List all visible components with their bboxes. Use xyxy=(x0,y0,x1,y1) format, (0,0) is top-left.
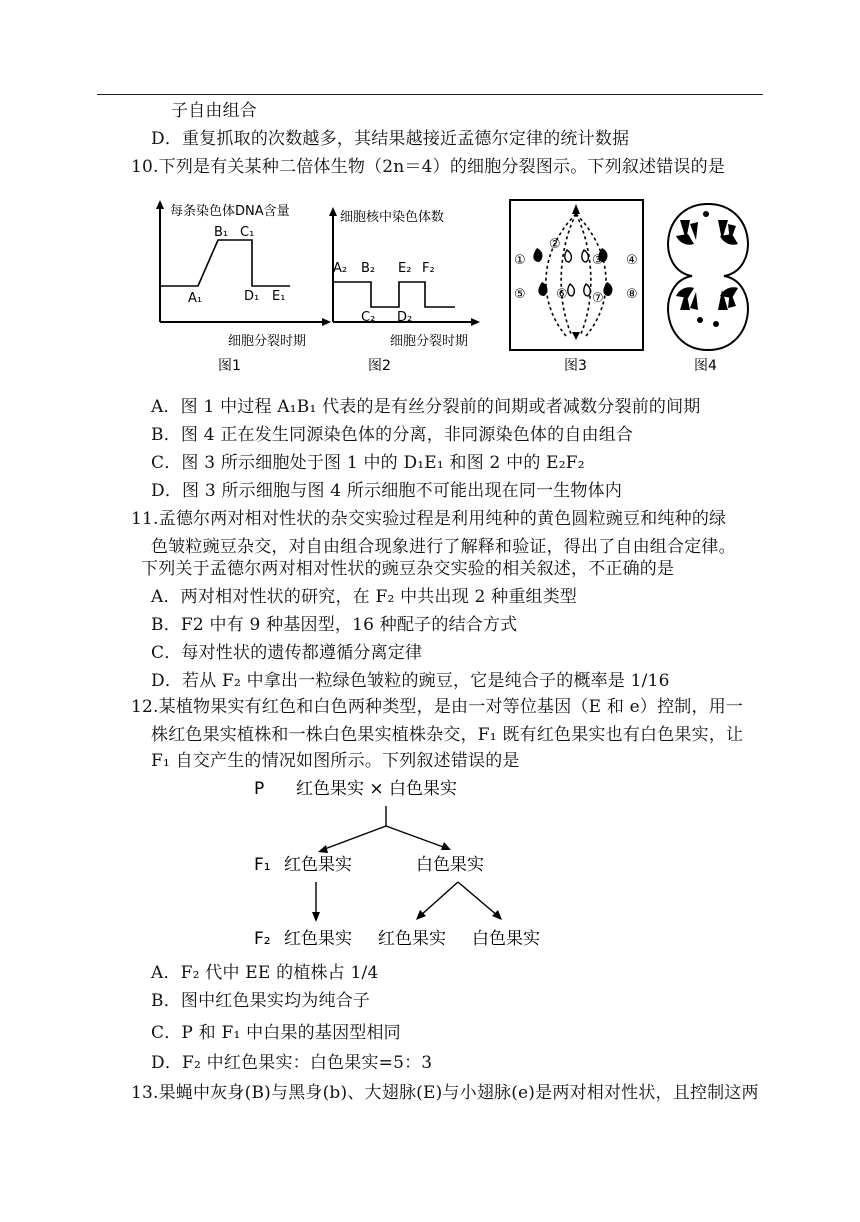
figure-3-cell xyxy=(510,200,643,374)
question-12-stem-2: 株红色果实植株和一株白色果实植株杂交，F₁ 既有红色果实也有白色果实，让 xyxy=(151,725,744,745)
cross-f1-red: 红色果实 xyxy=(284,855,352,875)
figure-2-graph xyxy=(329,207,480,374)
q12-option-d: D．F₂ 中红色果实：白色果实=5：3 xyxy=(151,1053,433,1073)
figure-3-label-2: ② xyxy=(549,237,561,252)
figure-3-label-5: ⑤ xyxy=(514,287,526,302)
cross-f2-red-2: 红色果实 xyxy=(378,929,446,949)
cross-p-text: 红色果实 × 白色果实 xyxy=(296,779,458,799)
figure-1-point-e1: E₁ xyxy=(272,289,286,304)
cross-f2-white: 白色果实 xyxy=(472,929,540,949)
q10-option-c: C．图 3 所示细胞处于图 1 中的 D₁E₁ 和图 2 中的 E₂F₂ xyxy=(151,453,585,473)
cross-p-label: P xyxy=(254,779,265,799)
cross-f2-red-1: 红色果实 xyxy=(284,929,352,949)
figure-1-xlabel: 细胞分裂时期 xyxy=(228,334,307,349)
figure-4-caption: 图4 xyxy=(694,358,717,374)
figure-3-label-1: ① xyxy=(514,253,526,268)
q10-option-b: B．图 4 正在发生同源染色体的分离，非同源染色体的自由组合 xyxy=(151,425,634,445)
figures-row xyxy=(140,190,760,380)
q11-option-d: D．若从 F₂ 中拿出一粒绿色皱粒的豌豆，它是纯合子的概率是 1/16 xyxy=(151,671,670,691)
question-12-stem-3: F₁ 自交产生的情况如图所示。下列叙述错误的是 xyxy=(151,751,520,771)
header-rule xyxy=(97,94,763,95)
text-line: 子自由组合 xyxy=(171,101,257,121)
question-12-stem-1: 12.某植物果实有红色和白色两种类型，是由一对等位基因（E 和 e）控制，用一 xyxy=(131,697,744,717)
cross-f1-white: 白色果实 xyxy=(416,855,484,875)
figure-2-xlabel: 细胞分裂时期 xyxy=(390,334,469,349)
figure-2-point-f2: F₂ xyxy=(422,261,435,276)
q11-option-b: B．F2 中有 9 种基因型，16 种配子的结合方式 xyxy=(151,615,518,635)
figure-1-graph xyxy=(156,200,331,374)
figure-2-caption: 图2 xyxy=(368,358,391,374)
q12-option-b: B．图中红色果实均为纯合子 xyxy=(151,991,371,1011)
question-11-stem-2: 色皱粒豌豆杂交，对自由组合现象进行了解释和验证，得出了自由组合定律。 xyxy=(151,537,736,557)
figure-3-label-7: ⑦ xyxy=(592,291,604,306)
q12-option-c: C．P 和 F₁ 中白果的基因型相同 xyxy=(151,1023,401,1043)
figure-2-point-d2: D₂ xyxy=(397,310,413,325)
figure-2-point-b2: B₂ xyxy=(361,261,376,276)
figure-4-cell xyxy=(668,204,748,374)
figure-1-point-b1: B₁ xyxy=(214,225,229,240)
cross-f1-label: F₁ xyxy=(254,855,271,875)
figure-1-point-d1: D₁ xyxy=(244,289,260,304)
question-13-stem: 13.果蝇中灰身(B)与黑身(b)、大翅脉(E)与小翅脉(e)是两对相对性状，且控制这两 xyxy=(131,1083,759,1103)
q12-option-a: A．F₂ 代中 EE 的植株占 1/4 xyxy=(151,963,379,983)
figure-2-ylabel: 细胞核中染色体数 xyxy=(340,210,445,225)
option-d: D．重复抓取的次数越多，其结果越接近孟德尔定律的统计数据 xyxy=(151,129,630,149)
figure-1-point-c1: C₁ xyxy=(240,225,255,240)
figure-2-point-a2: A₂ xyxy=(333,261,348,276)
figure-3-label-8: ⑧ xyxy=(626,287,638,302)
figure-3-caption: 图3 xyxy=(564,358,587,374)
q11-option-a: A．两对相对性状的研究，在 F₂ 中共出现 2 种重组类型 xyxy=(151,587,578,607)
figure-1-ylabel: 每条染色体DNA含量 xyxy=(170,204,290,219)
figure-2-point-e2: E₂ xyxy=(398,261,412,276)
question-11-stem-3: 下列关于孟德尔两对相对性状的豌豆杂交实验的相关叙述，不正确的是 xyxy=(141,559,675,579)
figure-3-label-4: ④ xyxy=(626,253,638,268)
figure-3-label-6: ⑥ xyxy=(556,287,568,302)
figure-2-point-c2: C₂ xyxy=(361,310,376,325)
figure-1-caption: 图1 xyxy=(218,358,241,374)
q11-option-c: C．每对性状的遗传都遵循分离定律 xyxy=(151,643,423,663)
figure-1-point-a1: A₁ xyxy=(188,291,203,306)
figure-3-label-3: ③ xyxy=(592,253,604,268)
q10-option-a: A．图 1 中过程 A₁B₁ 代表的是有丝分裂前的间期或者减数分裂前的间期 xyxy=(151,397,701,417)
q10-option-d: D．图 3 所示细胞与图 4 所示细胞不可能出现在同一生物体内 xyxy=(151,481,623,501)
cross-diagram xyxy=(250,770,560,955)
question-10-stem: 10.下列是有关某种二倍体生物（2n＝4）的细胞分裂图示。下列叙述错误的是 xyxy=(131,157,726,177)
cross-f2-label: F₂ xyxy=(254,929,271,949)
question-11-stem-1: 11.孟德尔两对相对性状的杂交实验过程是利用纯种的黄色圆粒豌豆和纯种的绿 xyxy=(131,509,727,529)
